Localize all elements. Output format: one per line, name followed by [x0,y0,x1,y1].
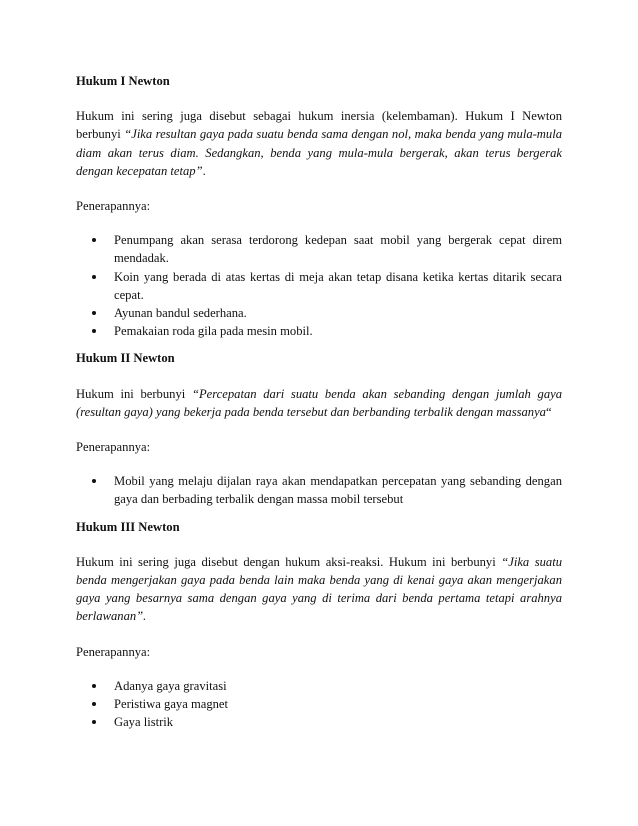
paragraph-suffix: “ [545,404,552,419]
list-item [76,677,562,695]
list-item-text: Koin yang berada di atas kertas di meja akan tetap disana ketika kertas ditarik secara cepat. [114,269,562,302]
bullet-icon [92,311,96,315]
section-heading: Hukum III Newton [76,519,180,534]
section-heading: Hukum II Newton [76,351,175,366]
list-item [76,231,562,267]
bullet-icon [92,329,96,333]
bullet-icon [92,684,96,688]
applications-label: Penerapannya: [76,440,151,455]
paragraph-text: Hukum ini sering juga disebut sebagai hukum inersia (kelembaman). Hukum I Newton berbunyi [76,109,562,142]
section-hukum-3 [76,518,562,732]
list-item [76,695,562,713]
section-heading: Hukum I Newton [76,74,170,88]
list-item-text: Gaya listrik [114,715,174,730]
list-item-text: Peristiwa gaya magnet [114,697,229,712]
applications-label: Penerapannya: [76,644,151,659]
list-item-text: Pemakaian roda gila pada mesin mobil. [114,324,313,339]
paragraph-suffix: . [202,163,206,178]
bullet-icon [92,238,96,242]
list-item [76,713,562,731]
paragraph-quote: “Jika suatu benda mengerjakan gaya pada benda lain maka benda yang di kenai gaya akan mengerjakan gaya yang besarnya sama dengan gaya yang di terima dari benda pertama tetapi arahnya berlawanan”. [76,554,562,624]
applications-list [76,472,562,508]
paragraph-quote: “Percepatan dari suatu benda akan sebanding dengan jumlah gaya (resultan gaya) yang bekerja pada benda tersebut dan berbanding terbalik dengan massanya [76,386,562,419]
list-item [76,268,562,304]
list-item-text: Mobil yang melaju dijalan raya akan mendapatkan percepatan yang sebanding dengan gaya dan berbading terbalik dengan massa mobil tersebut [114,474,562,507]
applications-list [76,231,562,340]
bullet-icon [92,479,96,483]
applications-label: Penerapannya: [76,199,151,214]
section-paragraph [76,385,562,421]
document-page [76,72,562,740]
paragraph-text: Hukum ini sering juga disebut dengan hukum aksi-reaksi. Hukum ini berbunyi [76,554,502,569]
paragraph-text: Hukum ini berbunyi [76,386,192,401]
applications-list [76,677,562,732]
list-item [76,304,562,322]
bullet-icon [92,275,96,279]
bullet-icon [92,702,96,706]
paragraph-quote: “Jika resultan gaya pada suatu benda sama dengan nol, maka benda yang mula-mula diam akan terus diam. Sedangkan, benda yang mula-mula bergerak, akan terus bergerak dengan kecepatan tetap” [76,127,562,178]
list-item-text: Adanya gaya gravitasi [114,678,227,693]
list-item [76,322,562,340]
section-hukum-1 [76,72,562,340]
bullet-icon [92,720,96,724]
section-paragraph [76,107,562,180]
list-item-text: Ayunan bandul sederhana. [114,306,247,321]
section-paragraph [76,553,562,626]
list-item-text: Penumpang akan serasa terdorong kedepan saat mobil yang bergerak cepat direm mendadak. [114,233,562,266]
list-item [76,472,562,508]
section-hukum-2 [76,349,562,508]
